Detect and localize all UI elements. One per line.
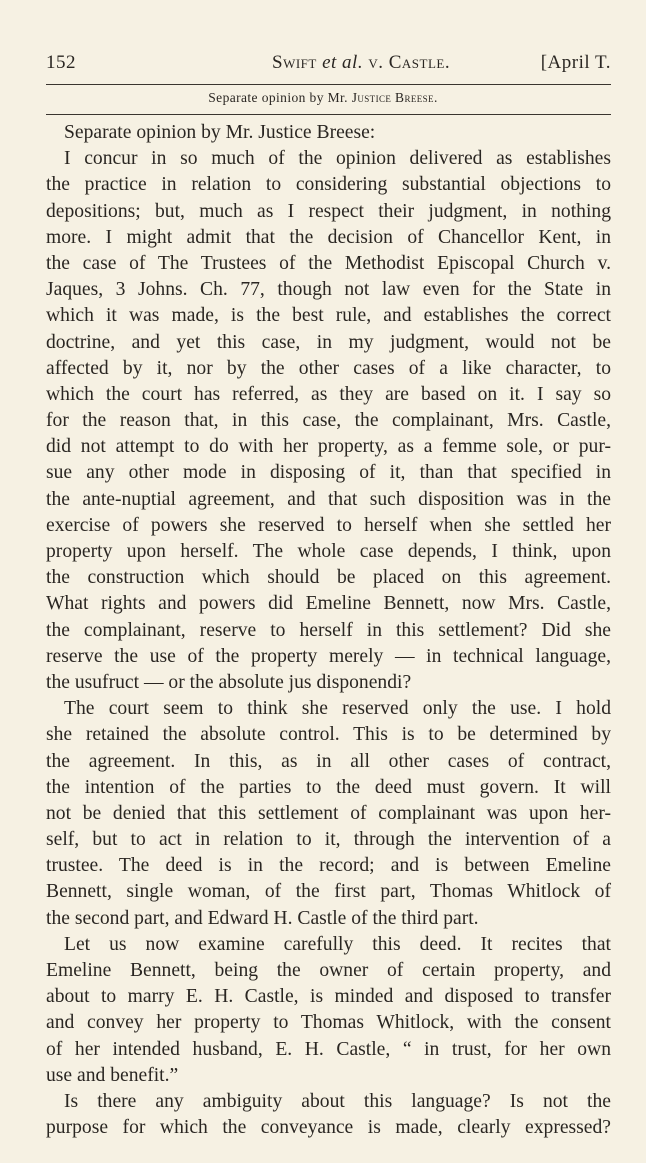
text-line: the second part, and Edward H. Castle of the third part.: [46, 907, 479, 929]
text-line: about to marry E. H. Castle, is minded and disposed to transfer: [46, 986, 611, 1008]
text-line: the practice in relation to considering substantial objections to: [46, 174, 611, 196]
text-line: What rights and powers did Emeline Bennett, now Mrs. Castle,: [46, 593, 611, 615]
text-line: Separate opinion by Mr. Justice Breese:: [64, 122, 376, 143]
term-label: [April T.: [540, 52, 611, 73]
text-line: The court seem to think she reserved only the use. I hold: [64, 698, 611, 720]
text-line: and convey her property to Thomas Whitlock, with the consent: [46, 1012, 611, 1034]
text-line: not be denied that this settlement of complainant was upon her-: [46, 802, 611, 824]
case-title-part-1: Swift: [272, 52, 323, 73]
text-line: purpose for which the conveyance is made, clearly expressed?: [46, 1117, 611, 1139]
subheading-prefix: Separate opinion by Mr.: [208, 90, 352, 105]
opinion-subheading: [0, 90, 646, 106]
text-line: the case of The Trustees of the Methodist Episcopal Church v.: [46, 252, 611, 274]
text-line: sue any other mode in disposing of it, than that specified in: [46, 462, 611, 484]
text-line: Bennett, single woman, of the first part, Thomas Whitlock of: [46, 881, 611, 903]
text-line: which the court has referred, as they are based on it. I say so: [46, 383, 611, 405]
text-line: did not attempt to do with her property, as a femme sole, or pur-: [46, 436, 611, 458]
text-line: which it was made, is the best rule, and establishes the correct: [46, 305, 611, 327]
text-line: the construction which should be placed on this agreement.: [46, 567, 611, 589]
text-line: trustee. The deed is in the record; and is between Emeline: [46, 855, 611, 877]
opinion-body: [46, 120, 611, 1141]
text-line: affected by it, nor by the other cases of a like character, to: [46, 357, 611, 379]
running-header: [46, 52, 611, 82]
text-line: the complainant, reserve to herself in this settlement? Did she: [46, 619, 611, 641]
text-line: the agreement. In this, as in all other cases of contract,: [46, 750, 611, 772]
page-number: 152: [46, 52, 76, 73]
case-title: [272, 52, 450, 74]
text-line: more. I might admit that the decision of Chancellor Kent, in: [46, 226, 611, 248]
text-line: she retained the absolute control. This is to be determined by: [46, 724, 611, 746]
text-line: use and benefit.”: [46, 1064, 179, 1086]
case-title-italic: et al.: [322, 52, 364, 73]
text-line: I concur in so much of the opinion delivered as establishes: [64, 148, 611, 170]
header-rule: [46, 84, 611, 85]
text-line: property upon herself. The whole case depends, I think, upon: [46, 541, 611, 562]
text-line: Is there any ambiguity about this language? Is not the: [64, 1090, 611, 1112]
text-line: the usufruct — or the absolute jus disponendi?: [46, 671, 412, 693]
text-line: Jaques, 3 Johns. Ch. 77, though not law even for the State in: [46, 279, 611, 301]
text-line: doctrine, and yet this case, in my judgment, would not be: [46, 331, 611, 353]
text-line: Emeline Bennett, being the owner of certain property, and: [46, 960, 611, 981]
text-line: the ante-nuptial agreement, and that such disposition was in the: [46, 488, 611, 510]
text-line: self, but to act in relation to it, through the intervention of a: [46, 829, 611, 851]
text-line: Let us now examine carefully this deed. It recites that: [64, 933, 611, 955]
text-line: reserve the use of the property merely — in technical language,: [46, 645, 611, 667]
text-line: for the reason that, in this case, the complainant, Mrs. Castle,: [46, 410, 611, 432]
text-line: exercise of powers she reserved to herself when she settled her: [46, 514, 611, 536]
case-title-part-2: v. Castle.: [363, 52, 451, 73]
subheading-justice-name: Justice Breese.: [351, 90, 438, 105]
text-line: depositions; but, much as I respect their judgment, in nothing: [46, 200, 611, 222]
text-line: the intention of the parties to the deed must govern. It will: [46, 776, 611, 798]
subheading-rule: [46, 114, 611, 115]
text-line: of her intended husband, E. H. Castle, “ in trust, for her own: [46, 1038, 611, 1060]
